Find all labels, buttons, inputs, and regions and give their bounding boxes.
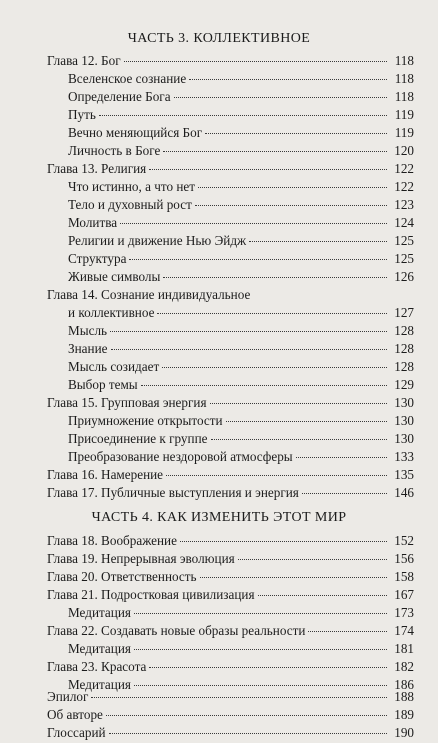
entry-page-number: 190 [394,725,414,740]
toc-entry-chapter[interactable] [47,286,414,304]
entry-label: Глава 23. Красота [47,659,147,674]
toc-entry-section[interactable] [68,640,414,658]
entry-label: Глава 13. Религия [47,161,147,176]
entry-label: Структура [68,251,127,266]
dot-leader [195,205,387,206]
toc-entry-chapter[interactable] [47,484,414,502]
entry-page-number: 122 [394,161,414,176]
entry-label: Глава 20. Ответственность [47,569,197,584]
dot-leader [124,61,387,62]
entry-page-number: 119 [394,125,414,140]
part-3-title: ЧАСТЬ 3. КОЛЛЕКТИВНОЕ [127,31,311,46]
entry-label: Религии и движение Нью Эйдж [68,233,247,248]
entry-label: Медитация [68,677,131,692]
entry-label: и коллективное [68,305,155,320]
dot-leader [106,715,387,716]
dot-leader [180,541,387,542]
toc-entry-chapter[interactable] [47,622,414,640]
entry-page-number: 156 [394,551,414,566]
entry-label: Присоединение к группе [68,431,208,446]
entry-label: Тело и духовный рост [68,197,192,212]
dot-leader [141,385,387,386]
entry-label: Медитация [68,605,131,620]
toc-entry-chapter[interactable] [47,52,414,70]
entry-label: Медитация [68,641,131,656]
entry-page-number: 181 [394,641,414,656]
entry-label: Эпилог [47,689,89,704]
entry-page-number: 120 [394,143,414,158]
dot-leader [149,667,387,668]
dot-leader [162,367,387,368]
dot-leader [134,613,387,614]
dot-leader [308,631,387,632]
entry-page-number: 146 [394,485,414,500]
entry-page-number: 129 [394,377,414,392]
dot-leader [249,241,387,242]
entry-page-number: 118 [394,53,414,68]
toc-entry-section[interactable] [68,604,414,622]
entry-label: Приумножение открытости [68,413,223,428]
entry-label: Глава 17. Публичные выступления и энергия [47,485,299,500]
entry-page-number: 133 [394,449,414,464]
dot-leader [200,577,387,578]
dot-leader [91,697,387,698]
entry-page-number: 167 [394,587,414,602]
toc-entry-section[interactable] [68,106,414,124]
entry-page-number: 123 [394,197,414,212]
entry-page-number: 127 [394,305,414,320]
toc-entry-section[interactable] [68,124,414,142]
dot-leader [149,169,387,170]
dot-leader [238,559,387,560]
dot-leader [163,277,387,278]
entry-label: Преобразование нездоровой атмосферы [68,449,293,464]
dot-leader [110,331,387,332]
dot-leader [163,151,387,152]
dot-leader [99,115,387,116]
toc-entry-chapter[interactable] [47,568,414,586]
dot-leader [166,475,387,476]
entry-label: Что истинно, а что нет [68,179,196,194]
toc-entry-section[interactable] [68,448,414,466]
dot-leader [205,133,387,134]
entry-page-number: 126 [394,269,414,284]
toc-entry-chapter[interactable] [47,160,414,178]
entry-page-number: 173 [394,605,414,620]
entry-page-number: 152 [394,533,414,548]
entry-label: Вечно меняющийся Бог [68,125,203,140]
dot-leader [210,403,387,404]
toc-entry-section[interactable] [68,322,414,340]
entry-page-number: 118 [394,71,414,86]
entry-page-number: 130 [394,413,414,428]
toc-entry-section[interactable] [68,232,414,250]
entry-page-number: 125 [394,233,414,248]
toc-entry-section[interactable] [68,268,414,286]
entry-page-number: 188 [394,689,414,704]
dot-leader [109,733,387,734]
dot-leader [157,313,387,314]
entry-label: Глава 22. Создавать новые образы реальности [47,623,306,638]
dot-leader [111,349,388,350]
toc-entry-section[interactable] [68,358,414,376]
dot-leader [226,421,387,422]
entry-label: Личность в Боге [68,143,161,158]
entry-page-number: 122 [394,179,414,194]
entry-label: Глава 16. Намерение [47,467,164,482]
entry-page-number: 158 [394,569,414,584]
toc-entry-section[interactable] [68,88,414,106]
toc-entry-chapter[interactable] [47,658,414,676]
entry-label: Выбор темы [68,377,138,392]
toc-entry-chapter[interactable] [47,466,414,484]
entry-page-number: 118 [394,89,414,104]
entry-label: Глоссарий [47,725,106,740]
toc-entry-backmatter[interactable] [47,724,414,742]
entry-page-number: 135 [394,467,414,482]
toc-entry-backmatter[interactable] [47,706,414,724]
entry-label: Вселенское сознание [68,71,187,86]
dot-leader [302,493,387,494]
toc-entry-backmatter[interactable] [47,688,414,706]
dot-leader [296,457,387,458]
entry-label: Мысль [68,323,108,338]
dot-leader [120,223,387,224]
entry-label: Глава 15. Групповая энергия [47,395,207,410]
entry-label: Глава 21. Подростковая цивилизация [47,587,255,602]
entry-label: Знание [68,341,108,356]
dot-leader [198,187,387,188]
entry-page-number: 182 [394,659,414,674]
entry-page-number: 130 [394,431,414,446]
entry-label: Молитва [68,215,118,230]
entry-page-number: 125 [394,251,414,266]
entry-page-number: 128 [394,359,414,374]
toc-entry-chapter[interactable] [47,550,414,568]
toc-entry-chapter-continued[interactable] [68,304,414,322]
toc-entry-section[interactable] [68,142,414,160]
entry-page-number: 119 [394,107,414,122]
entry-label: Мысль созидает [68,359,160,374]
dot-leader [189,79,387,80]
entry-label: Глава 19. Непрерывная эволюция [47,551,235,566]
entry-label: Определение Бога [68,89,171,104]
entry-label: Глава 18. Воображение [47,533,177,548]
entry-page-number: 186 [394,677,414,692]
toc-entry-section[interactable] [68,178,414,196]
entry-page-number: 189 [394,707,414,722]
toc-entry-chapter[interactable] [47,586,414,604]
entry-label: Глава 14. Сознание индивидуальное [47,287,251,302]
toc-entry-section[interactable] [68,376,414,394]
entry-label: Глава 12. Бог [47,53,121,68]
entry-label: Об авторе [47,707,103,722]
toc-entry-section[interactable] [68,340,414,358]
part-4-title: ЧАСТЬ 4. КАК ИЗМЕНИТЬ ЭТОТ МИР [91,510,347,525]
dot-leader [258,595,387,596]
dot-leader [211,439,388,440]
entry-page-number: 130 [394,395,414,410]
toc-entry-chapter[interactable] [47,532,414,550]
entry-label: Путь [68,107,96,122]
toc-entry-section[interactable] [68,250,414,268]
entry-label: Живые символы [68,269,161,284]
dot-leader [129,259,387,260]
toc-entry-section[interactable] [68,196,414,214]
toc-entry-section[interactable] [68,430,414,448]
dot-leader [134,649,387,650]
toc-entry-section[interactable] [68,214,414,232]
entry-page-number: 128 [394,323,414,338]
entry-page-number: 124 [394,215,414,230]
dot-leader [174,97,387,98]
entry-page-number: 174 [394,623,414,638]
toc-entry-section[interactable] [68,70,414,88]
toc-entry-section[interactable] [68,412,414,430]
entry-page-number: 128 [394,341,414,356]
toc-entry-chapter[interactable] [47,394,414,412]
dot-leader [134,685,387,686]
